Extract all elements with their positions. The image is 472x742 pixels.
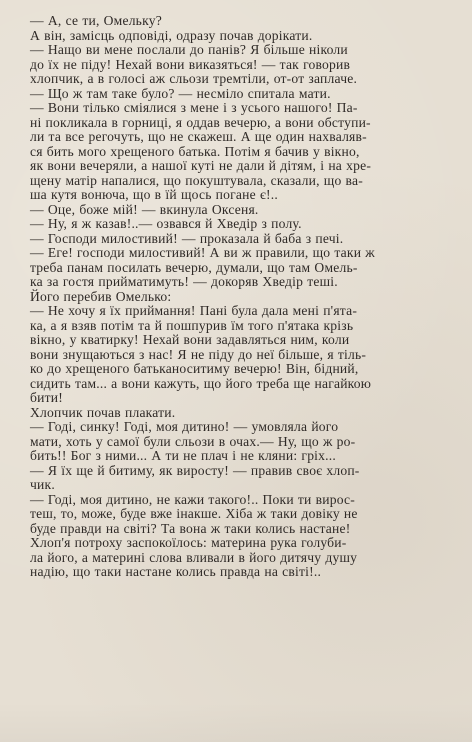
- text-line: до їх не піду! Нехай вони виказяться! — так говорив: [30, 56, 351, 72]
- text-line: А він, замісць одповіді, одразу почав дорікати.: [30, 27, 313, 43]
- text-line: сидить там... а вони кажуть, що його треба ще нагайкою: [30, 375, 372, 391]
- text-line: ко до хрещеного батьканоситиму вечерю! Він, бідний,: [30, 361, 359, 376]
- paragraph: [12, 406, 456, 421]
- text-line: — А, се ти, Омельку?: [30, 13, 162, 28]
- paragraph: [12, 304, 456, 406]
- paragraph: [12, 246, 456, 290]
- paragraph: [12, 87, 456, 102]
- text-line: чик.: [30, 477, 55, 492]
- text-line: — Еге! господи милостивий! А ви ж правили, що таки ж: [30, 245, 375, 260]
- paragraph: [12, 420, 456, 464]
- paragraph: [12, 493, 456, 537]
- text-line: — Годі, моя дитино, не кажи такого!.. Поки ти вирос-: [30, 491, 356, 507]
- text-line: — Що ж там таке було? — несміло спитала мати.: [30, 85, 331, 101]
- text-line: Хлоп'я потроху заспокоїлось: материна рука голуби-: [30, 535, 347, 550]
- text-line: ка за гостя прийматимуть! — докоряв Хведір теші.: [30, 274, 338, 289]
- paragraph: [12, 536, 456, 580]
- text-line: — Не хочу я їх приймання! Пані була дала мені п'ята-: [30, 303, 358, 318]
- paragraph: [12, 29, 456, 44]
- text-line: — Я їх ще й битиму, як виросту! — правив своє хлоп-: [30, 462, 360, 478]
- text-line: ша кутя вонюча, що в їй щось погане є!..: [30, 187, 278, 202]
- text-line: бить!! Бог з ними... А ти не плач і не кляни: гріх...: [30, 448, 336, 463]
- text-line: ка, а я взяв потім та й пошпурив їм того п'ятака крізь: [30, 317, 354, 333]
- paragraph: [12, 101, 456, 203]
- text-line: хлопчик, а в голосі аж сльози тремтіли, от-от заплаче.: [30, 71, 358, 86]
- text-line: вікно, у кватирку! Нехай вони задавляться ним, коли: [30, 332, 350, 347]
- text-line: бити!: [30, 390, 63, 405]
- paragraph: [12, 232, 456, 247]
- text-line: Хлопчик почав плакати.: [30, 404, 176, 420]
- text-line: ли та все регочуть, що не скажеш. А ще один нахваляв-: [30, 129, 367, 144]
- text-line: треба панам посилать вечерю, думали, що там Омель-: [30, 259, 358, 275]
- paragraph: [12, 464, 456, 493]
- text-line: ні покликала в горниці, я оддав вечерю, а вони обступи-: [30, 114, 371, 130]
- text-line: буде правди на світі? Та вона ж таки колись настане!: [30, 520, 351, 536]
- text-line: як вони вечеряли, а нашої куті не дали й дітям, і на хре-: [30, 158, 372, 173]
- text-line: — Ну, я ж казав!..— озвався й Хведір з полу.: [30, 216, 302, 231]
- text-line: Його перебив Омелько:: [30, 288, 172, 304]
- text-line: ся бить мого хрещеного батька. Потім я бачив у вікно,: [30, 143, 360, 159]
- paragraph: [12, 43, 456, 87]
- paragraph: [12, 14, 456, 29]
- paragraph: [12, 290, 456, 305]
- text-line: — Оце, боже мій! — вкинула Оксеня.: [30, 201, 259, 217]
- text-line: — Господи милостивий! — проказала й баба з печі.: [30, 230, 344, 246]
- paragraph: [12, 217, 456, 232]
- page-shadow: [0, 702, 472, 742]
- text-line: ла його, а материні слова вливали в його дитячу душу: [30, 549, 358, 565]
- text-line: — Нащо ви мене послали до панів? Я більше ніколи: [30, 42, 348, 57]
- text-line: надію, що таки настане колись правда на світі!..: [30, 564, 322, 579]
- text-line: мати, хоть у самої були сльози в очах.— Ну, що ж ро-: [30, 433, 356, 449]
- text-line: теш, то, може, буде вже інакше. Хіба ж таки довіку не: [30, 506, 358, 521]
- text-line: щену матір напалися, що покуштувала, сказали, що ва-: [30, 172, 363, 188]
- paragraph: [12, 203, 456, 218]
- text-line: — Вони тілько сміялися з мене і з усього нашого! Па-: [30, 100, 358, 115]
- page-text: [12, 14, 456, 580]
- text-line: — Годі, синку! Годі, моя дитино! — умовляла його: [30, 419, 339, 434]
- text-line: вони знущаються з нас! Я не піду до неї більше, я тіль-: [30, 346, 367, 362]
